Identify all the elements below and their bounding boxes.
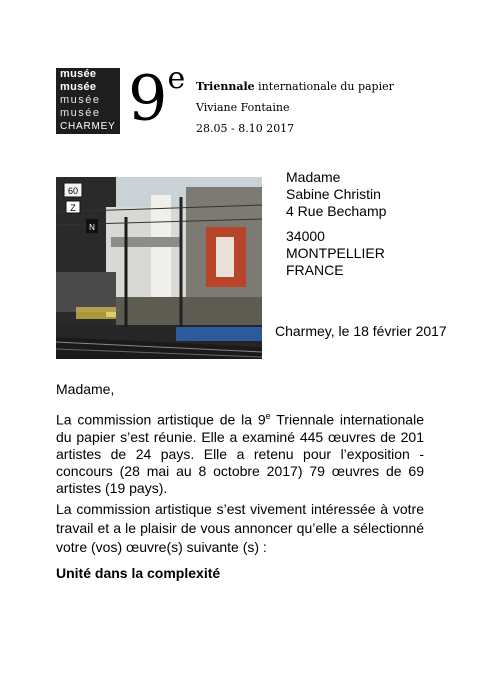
triennale-number-sup: e xyxy=(167,61,186,96)
place-date: Charmey, le 18 février 2017 xyxy=(275,323,447,339)
address-salutation: Madame xyxy=(286,169,341,185)
logo-line-2: musée xyxy=(60,81,97,93)
letter-paragraph-1 xyxy=(56,408,424,497)
letter-salutation: Madame, xyxy=(56,381,115,397)
photo-sign-speed: 60 xyxy=(67,186,79,196)
triennale-number-digit: 9 xyxy=(128,61,168,135)
artwork-photo xyxy=(56,177,262,359)
photo-sign-letter: Z xyxy=(70,203,76,213)
letter-paragraph-2: La commission artistique s’est vivement intéressée à votre travail et a le plaisir de vous annoncer qu’elle a sélectionné votre (vos) œuvre(s) suivante (s) : xyxy=(56,501,424,555)
logo-line-3: musée xyxy=(60,94,101,106)
letter-p1-part-b: Triennale internationale du papier s’est réunie. Elle a examiné 445 œuvres de 201 artistes de 24 pays. Elle a retenu pour l’exposition - concours (28 mai au 8 octobre 2017) 79 œuvres de 69 artistes (19 pays). xyxy=(56,411,424,496)
triennale-title xyxy=(196,80,394,93)
triennale-artist: Viviane Fontaine xyxy=(196,101,290,114)
triennale-title-rest: internationale du papier xyxy=(254,80,394,93)
address-country: FRANCE xyxy=(286,262,344,278)
triennale-title-bold: Triennale xyxy=(196,80,255,93)
selected-work-title: Unité dans la complexité xyxy=(56,565,221,581)
triennale-dates: 28.05 - 8.10 2017 xyxy=(196,122,295,135)
logo-line-1: musée xyxy=(60,68,97,80)
letter-p1-part-a: La commission artistique de la 9 xyxy=(56,411,266,428)
letter-p1-sup: e xyxy=(265,411,271,421)
address-street: 4 Rue Bechamp xyxy=(286,203,387,219)
address-name: Sabine Christin xyxy=(286,186,381,202)
triennale-number xyxy=(128,58,186,135)
photo-sign-n: N xyxy=(89,223,95,232)
logo-line-4: musée xyxy=(60,107,101,119)
logo-line-5: CHARMEY xyxy=(60,121,116,132)
address-city: MONTPELLIER xyxy=(286,245,385,261)
address-postcode: 34000 xyxy=(286,228,325,244)
museum-logo xyxy=(56,68,120,134)
